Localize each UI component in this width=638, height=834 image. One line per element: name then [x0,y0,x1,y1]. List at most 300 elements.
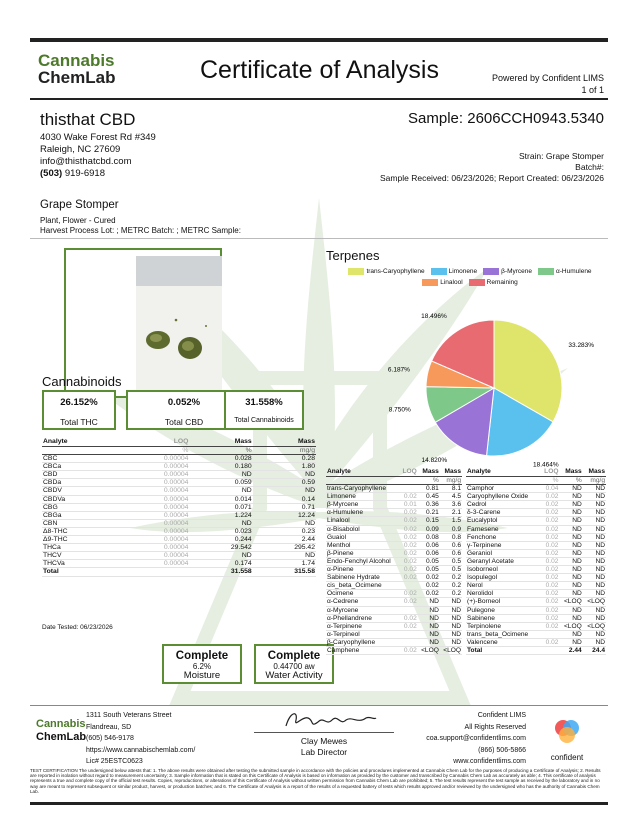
terpene-cell-p: 0.06 [418,541,440,549]
cannabinoid-cell-a: CBD [42,471,116,479]
terpene-cell-a: γ-Terpinene [466,541,540,549]
cannabinoid-cell-m: 0.59 [253,479,316,487]
terpene-row [466,485,606,493]
terpene-row [466,557,606,565]
legend-item [483,268,532,275]
footer-logo-line-1: Cannabis [36,718,86,730]
terpene-row [326,509,462,517]
total-mg: 315.58 [253,568,316,576]
total-cannabinoids-label: Total Cannabinoids [234,417,294,424]
terpene-cell-m: ND [583,574,606,582]
terpene-cell-a: α-Terpineol [326,630,400,638]
cannabinoid-cell-a: CBG [42,503,116,511]
terpene-row [466,606,606,614]
terpene-cell-a: Menthol [326,541,400,549]
terpene-row [326,557,462,565]
terpene-row [326,646,462,654]
lab-website[interactable]: https://www.cannabischemlab.com/ [86,746,196,754]
terpene-cell-p: ND [559,485,582,493]
cannabinoids-table [42,438,316,577]
cannabinoid-cell-a: CBC [42,455,116,463]
terp-unit-mg-r: mg/g [583,477,606,485]
terpene-cell-m: ND [583,582,606,590]
terpene-cell-p: ND [418,614,440,622]
terpene-cell-p: ND [559,590,582,598]
terpene-cell-p: ND [418,630,440,638]
terpene-cell-loq: 0.02 [540,517,559,525]
terpene-cell-m: ND [583,541,606,549]
terpene-row [466,541,606,549]
cannabinoid-cell-p: ND [189,487,252,495]
terpene-row [466,614,606,622]
terp-col-mass-mg-r: Mass [583,468,606,477]
terp-unit-mg: mg/g [440,477,462,485]
terpene-cell-m: ND [583,533,606,541]
terpene-cell-m: ND [583,590,606,598]
terpene-cell-a: Pulegone [466,606,540,614]
client-address-2: Raleigh, NC 27609 [40,144,121,155]
terpene-cell-m: 0.5 [440,566,462,574]
water-activity-label: Water Activity [265,670,323,681]
terpene-row [326,541,462,549]
cannabinoid-cell-m: 295.42 [253,544,316,552]
cannabinoid-cell-loq: 0.00004 [116,552,190,560]
legend-item [469,279,518,286]
terpene-cell-m: ND [440,622,462,630]
cannabinoids-heading: Cannabinoids [42,374,122,389]
terpene-cell-p: 0.02 [418,574,440,582]
terpene-cell-a: Camphene [326,646,400,654]
legend-label: α-Humulene [556,268,592,276]
terpene-cell-p: <LOQ [559,598,582,606]
moisture-value: 6.2% [192,662,212,671]
terpene-cell-a: Limonene [326,493,400,501]
lab-city: Flandreau, SD [86,723,132,731]
terp-col-loq-r: LOQ [540,468,559,477]
terpenes-legend [330,268,610,290]
terpene-cell-loq [400,582,418,590]
product-rule [30,238,608,239]
terpene-cell-a: Eucalyptol [466,517,540,525]
cannabinoid-cell-a: CBDV [42,487,116,495]
terpene-row [466,574,606,582]
terpene-cell-p: 0.05 [418,566,440,574]
terpene-row [466,566,606,574]
terpene-row [466,501,606,509]
col-mass-mg: Mass [253,438,316,447]
terpene-cell-loq: 0.02 [400,557,418,565]
cannabinoid-cell-a: CBCa [42,463,116,471]
terpene-cell-loq: 0.02 [540,638,559,646]
terpene-cell-m: 0.8 [440,533,462,541]
cannabinoid-cell-m: ND [253,487,316,495]
terpene-cell-a: Ocimene [326,590,400,598]
terpene-row [326,598,462,606]
terpene-cell-a: Valencene [466,638,540,646]
sample-strain: Strain: Grape Stomper [518,151,604,161]
cannabinoid-row [42,487,316,495]
legend-item [348,268,424,275]
director-block [254,732,394,758]
terpene-cell-loq: 0.02 [400,541,418,549]
terpene-cell-m: ND [583,493,606,501]
footer-rule [30,705,608,706]
col-analyte: Analyte [42,438,116,447]
terpene-cell-m: 4.5 [440,493,462,501]
lab-phone: (605) 546-9178 [86,735,134,742]
footer-logo [36,718,86,744]
terp-unit-pct-r: % [559,477,582,485]
client-name: thisthat CBD [40,110,136,129]
terpene-cell-loq: 0.02 [540,509,559,517]
cannabinoid-cell-a: Δ8-THC [42,527,116,535]
cannabinoid-cell-m: 0.14 [253,495,316,503]
cannabinoids-total-row [42,568,316,576]
terpene-cell-p: ND [559,630,582,638]
unit-loq: % [116,447,190,455]
cannabinoid-row [42,560,316,568]
sample-id: Sample: 2606CCH0943.5340 [408,110,604,127]
document-title: Certificate of Analysis [200,56,439,84]
footer-logo-line-2: ChemLab [36,731,87,743]
terp-col-mass-mg: Mass [440,468,462,477]
terpene-cell-loq: 0.02 [540,598,559,606]
cannabinoid-cell-loq: 0.00004 [116,479,190,487]
terpene-row [466,622,606,630]
terpene-cell-p: ND [559,509,582,517]
terpene-cell-m: 0.2 [440,590,462,598]
legend-item [431,268,478,275]
total-pct: 31.558 [189,568,252,576]
legend-label: trans-Caryophyllene [366,268,425,276]
legend-swatch [422,279,438,286]
terpene-cell-p: <LOQ [418,646,440,654]
terpene-cell-m: ND [440,598,462,606]
terpene-row [326,590,462,598]
terpene-cell-m: ND [583,517,606,525]
cannabinoid-cell-p: 0.244 [189,536,252,544]
terpene-cell-p: ND [559,541,582,549]
terpenes-heading: Terpenes [326,248,380,263]
cannabinoid-cell-loq: 0.00004 [116,544,190,552]
unit-pct: % [189,447,252,455]
terpene-cell-a: α-Phellandrene [326,614,400,622]
terpene-cell-loq: 0.02 [540,606,559,614]
terpene-cell-p: 0.08 [418,533,440,541]
total-cannabinoids-value: 31.558% [245,397,283,408]
terpene-cell-loq: 0.01 [400,501,418,509]
terpene-row [326,549,462,557]
sample-photo [136,256,222,390]
terpene-cell-p: ND [559,582,582,590]
terpene-row [326,485,462,493]
terpene-cell-m: 8.1 [440,485,462,493]
moisture-label: Moisture [183,670,221,681]
terpene-row [326,501,462,509]
terpene-cell-loq: 0.02 [540,525,559,533]
client-info [40,110,156,180]
cannabinoid-cell-a: THCVa [42,560,116,568]
terpene-cell-loq: 0.02 [540,622,559,630]
cannabinoid-cell-p: 0.174 [189,560,252,568]
terpene-cell-m: <LOQ [583,622,606,630]
terpene-cell-p: ND [559,557,582,565]
terpene-cell-loq: 0.02 [400,590,418,598]
cannabinoid-cell-m: 12.24 [253,511,316,519]
terpene-row [466,598,606,606]
total-thc-value: 26.152% [60,397,98,408]
terpene-cell-a: (+)-Borneol [466,598,540,606]
pie-slice-label: 18.496% [421,313,447,321]
director-signature [280,708,380,732]
terp-total-pct: 2.44 [559,646,582,654]
terpene-cell-m: ND [440,630,462,638]
legend-swatch [431,268,447,275]
terpene-cell-p: ND [418,598,440,606]
terpene-cell-m: ND [440,614,462,622]
cannabinoid-cell-a: CBGa [42,511,116,519]
terpene-cell-m: 0.2 [440,574,462,582]
terpene-cell-p: 0.15 [418,517,440,525]
director-name: Clay Mewes [300,736,348,746]
terpenes-table-right [466,468,606,655]
terpene-cell-m: ND [583,557,606,565]
terpene-cell-loq [400,485,418,493]
cannabinoid-cell-a: THCV [42,552,116,560]
terpene-cell-m: ND [583,638,606,646]
date-tested: Date Tested: 06/23/2026 [42,624,113,631]
terpene-cell-p: 0.02 [418,582,440,590]
terpene-cell-a: trans_beta_Ocimene [466,630,540,638]
col-loq: LOQ [116,438,190,447]
cannabinoid-cell-p: ND [189,471,252,479]
cannabinoid-cell-loq: 0.00004 [116,519,190,527]
cannabinoid-cell-a: CBN [42,519,116,527]
terpene-cell-loq: 0.02 [540,574,559,582]
terpene-cell-a: Nerol [466,582,540,590]
terpene-row [466,630,606,638]
terpene-row [326,582,462,590]
cannabinoid-cell-p: 1.224 [189,511,252,519]
product-name: Grape Stomper [40,199,119,211]
terpene-cell-loq: 0.02 [400,525,418,533]
terp-col-analyte-r: Analyte [466,468,540,477]
terpene-cell-m: ND [583,485,606,493]
legend-swatch [483,268,499,275]
terpene-cell-m: ND [583,630,606,638]
terpene-row [466,549,606,557]
terpene-cell-p: 0.36 [418,501,440,509]
terpene-cell-loq: 0.02 [540,501,559,509]
legend-label: Remaining [486,279,518,287]
cannabinoid-cell-p: 0.059 [189,479,252,487]
cannabinoid-cell-p: 0.023 [189,527,252,535]
cannabinoid-cell-p: 29.542 [189,544,252,552]
terpene-cell-p: ND [559,533,582,541]
terpene-cell-p: 0.06 [418,549,440,557]
pie-slice-label: 18.464% [532,461,559,469]
terpene-cell-m: <LOQ [440,646,462,654]
client-email: info@thisthatcbd.com [40,156,132,167]
terp-total-label: Total [466,646,540,654]
terpene-cell-p: ND [559,574,582,582]
cannabinoid-cell-a: CBDa [42,479,116,487]
terpene-cell-m: ND [583,501,606,509]
confident-email[interactable]: coa.support@confidentlims.com [426,735,526,742]
terpene-cell-loq [400,606,418,614]
terpene-cell-loq: 0.02 [400,598,418,606]
terpene-cell-loq: 0.02 [400,574,418,582]
terpene-cell-a: β-Caryophyllene [326,638,400,646]
terpene-row [326,533,462,541]
terpene-cell-m: 0.6 [440,541,462,549]
cannabinoid-cell-m: 0.28 [253,455,316,463]
terpene-cell-loq: 0.02 [540,582,559,590]
confident-logo-icon [552,716,582,746]
terpene-cell-m: 0.6 [440,549,462,557]
terpene-cell-m: ND [583,606,606,614]
terpene-cell-m: ND [583,566,606,574]
page-number: 1 of 1 [581,85,604,95]
terpene-cell-p: <LOQ [559,622,582,630]
terpene-cell-m: ND [583,614,606,622]
phone-area: (503) [40,168,63,179]
cannabinoid-cell-m: ND [253,519,316,527]
water-activity-status: Complete [267,650,321,662]
legend-label: Limonene [448,268,478,276]
terpene-cell-p: ND [559,566,582,574]
terpene-cell-a: Isoborneol [466,566,540,574]
terpene-cell-a: Caryophyllene Oxide [466,493,540,501]
cannabinoid-cell-p: 0.014 [189,495,252,503]
pie-slice-label: 14.820% [421,457,448,465]
terp-col-mass-pct-r: Mass [559,468,582,477]
cannabinoid-row [42,479,316,487]
terpene-row [466,533,606,541]
water-activity-box [254,644,334,684]
terpene-cell-m: 3.6 [440,501,462,509]
bottom-rule [30,802,608,805]
cannabinoid-cell-m: 1.80 [253,463,316,471]
terpene-cell-p: ND [559,549,582,557]
terpene-cell-a: δ-3-Carene [466,509,540,517]
terpene-cell-m: ND [583,525,606,533]
terpene-cell-loq: 0.02 [540,493,559,501]
total-label: Total [42,568,116,576]
cannabinoid-cell-loq: 0.00004 [116,560,190,568]
terpene-cell-a: α-Bisabolol [326,525,400,533]
terpene-cell-loq: 0.04 [540,485,559,493]
terpene-cell-loq: 0.02 [540,549,559,557]
terpene-cell-m: <LOQ [583,598,606,606]
terpene-cell-a: β-Pinene [326,549,400,557]
terpene-cell-loq: 0.02 [400,509,418,517]
terpene-cell-a: Terpinolene [466,622,540,630]
terpene-row [326,525,462,533]
terpene-cell-a: cis_beta_Ocimene [326,582,400,590]
cannabinoid-cell-loq: 0.00004 [116,471,190,479]
terpene-cell-loq: 0.02 [400,549,418,557]
moisture-box [162,644,242,684]
terpene-row [326,574,462,582]
terpene-cell-loq: 0.02 [400,646,418,654]
sample-batch: Batch#: [575,162,604,172]
sample-dates: Sample Received: 06/23/2026; Report Created: 06/23/2026 [380,173,604,183]
confident-brand: confident [550,753,584,762]
terpene-cell-a: α-Myrcene [326,606,400,614]
terp-col-analyte: Analyte [326,468,400,477]
terpene-row [466,582,606,590]
terpene-cell-loq: 0.02 [400,622,418,630]
confident-rights: All Rights Reserved [464,723,526,731]
top-rule [30,38,608,42]
terpene-row [466,525,606,533]
terpene-cell-m: 2.1 [440,509,462,517]
terpene-cell-a: α-Pinene [326,566,400,574]
terpene-cell-a: α-Cedrene [326,598,400,606]
product-lots: Harvest Process Lot: ; METRC Batch: ; METRC Sample: [40,226,241,235]
product-type: Plant, Flower - Cured [40,216,116,225]
legend-swatch [348,268,364,275]
cannabinoid-row [42,463,316,471]
terp-unit-loq-r: % [540,477,559,485]
col-mass-pct: Mass [189,438,252,447]
cannabinoid-cell-p: 0.028 [189,455,252,463]
confident-website[interactable]: www.confidentlims.com [453,758,526,765]
lab-address [86,710,195,768]
terpene-cell-p: ND [418,606,440,614]
total-thc-box [42,390,116,430]
terpene-cell-loq: 0.02 [400,614,418,622]
terpene-cell-loq: 0.02 [540,533,559,541]
terpene-cell-a: Fenchone [466,533,540,541]
terp-col-mass-pct: Mass [418,468,440,477]
cannabinoid-row [42,495,316,503]
terpene-cell-m: 0.9 [440,525,462,533]
cannabinoid-cell-loq: 0.00004 [116,463,190,471]
terpene-cell-a: trans-Caryophyllene [326,485,400,493]
terpene-cell-m: ND [583,509,606,517]
cannabinoid-cell-m: 1.74 [253,560,316,568]
cannabinoid-cell-loq: 0.00004 [116,511,190,519]
terpene-cell-a: Endo-Fenchyl Alcohol [326,557,400,565]
terpene-cell-p: 0.02 [418,590,440,598]
pie-slice-label: 6.187% [387,366,410,374]
terpene-cell-a: α-Terpinene [326,622,400,630]
sample-meta [380,151,604,184]
cannabinoid-cell-m: 2.44 [253,536,316,544]
terpene-row [326,566,462,574]
cannabinoid-cell-loq: 0.00004 [116,527,190,535]
cannabinoid-cell-a: CBDVa [42,495,116,503]
units-row [42,447,316,455]
cannabinoid-row [42,511,316,519]
client-phone [40,168,156,180]
cannabinoid-row [42,503,316,511]
cannabinoid-row [42,455,316,463]
legend-item [538,268,592,275]
terpene-row [326,614,462,622]
terpene-cell-p: ND [418,622,440,630]
terpene-cell-p: ND [559,638,582,646]
terpene-cell-a: Nerolidol [466,590,540,598]
cannabinoid-cell-p: 0.071 [189,503,252,511]
terpene-cell-p: 0.45 [418,493,440,501]
terpene-cell-a: Cedrol [466,501,540,509]
terpene-cell-a: α-Humulene [326,509,400,517]
terpene-cell-loq: 0.02 [540,590,559,598]
terpene-cell-p: ND [559,614,582,622]
